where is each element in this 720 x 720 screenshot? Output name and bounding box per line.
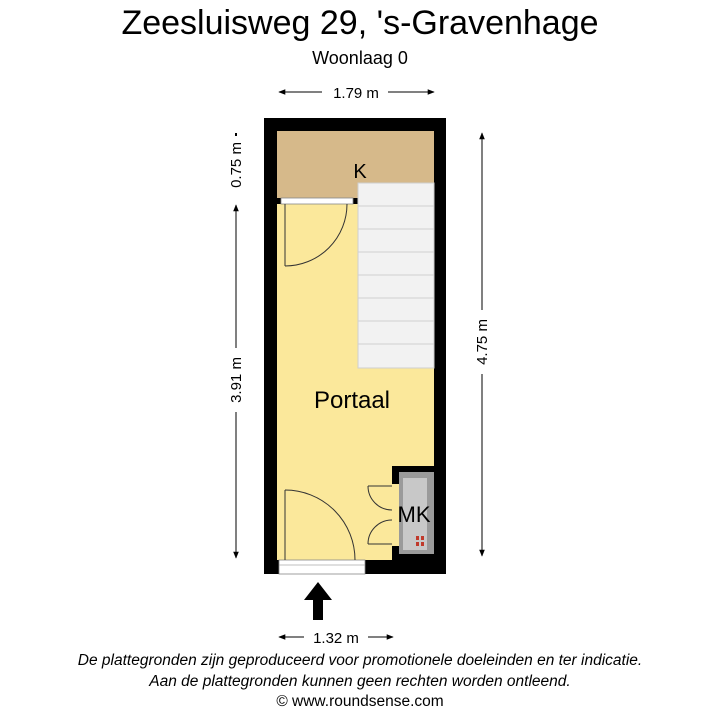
room-label-meter-closet: MK — [397, 502, 431, 527]
page-title: Zeesluisweg 29, 's-Gravenhage — [121, 4, 599, 42]
floor-subtitle: Woonlaag 0 — [312, 48, 408, 68]
dimension-top-label: 1.79 m — [333, 85, 379, 102]
dimension-bottom-label: 1.32 m — [313, 630, 359, 647]
entrance-arrow-icon — [304, 582, 332, 620]
dimension-right-label: 4.75 m — [474, 319, 491, 365]
staircase — [358, 183, 434, 368]
disclaimer-line-2: Aan de plattegronden kunnen geen rechten worden ontleend. — [149, 673, 571, 690]
copyright-link[interactable]: © www.roundsense.com — [276, 693, 444, 710]
disclaimer-line-1: De plattegronden zijn geproduceerd voor promotionele doeleinden en ter indicatie. — [77, 652, 643, 669]
room-label-hall: Portaal — [313, 387, 391, 414]
entrance-opening — [279, 560, 365, 574]
closet-door-opening — [281, 198, 353, 204]
dimension-left-upper-label: 0.75 m — [228, 142, 245, 188]
dimension-left-lower-label: 3.91 m — [228, 357, 245, 403]
room-label-closet: K — [353, 161, 367, 183]
